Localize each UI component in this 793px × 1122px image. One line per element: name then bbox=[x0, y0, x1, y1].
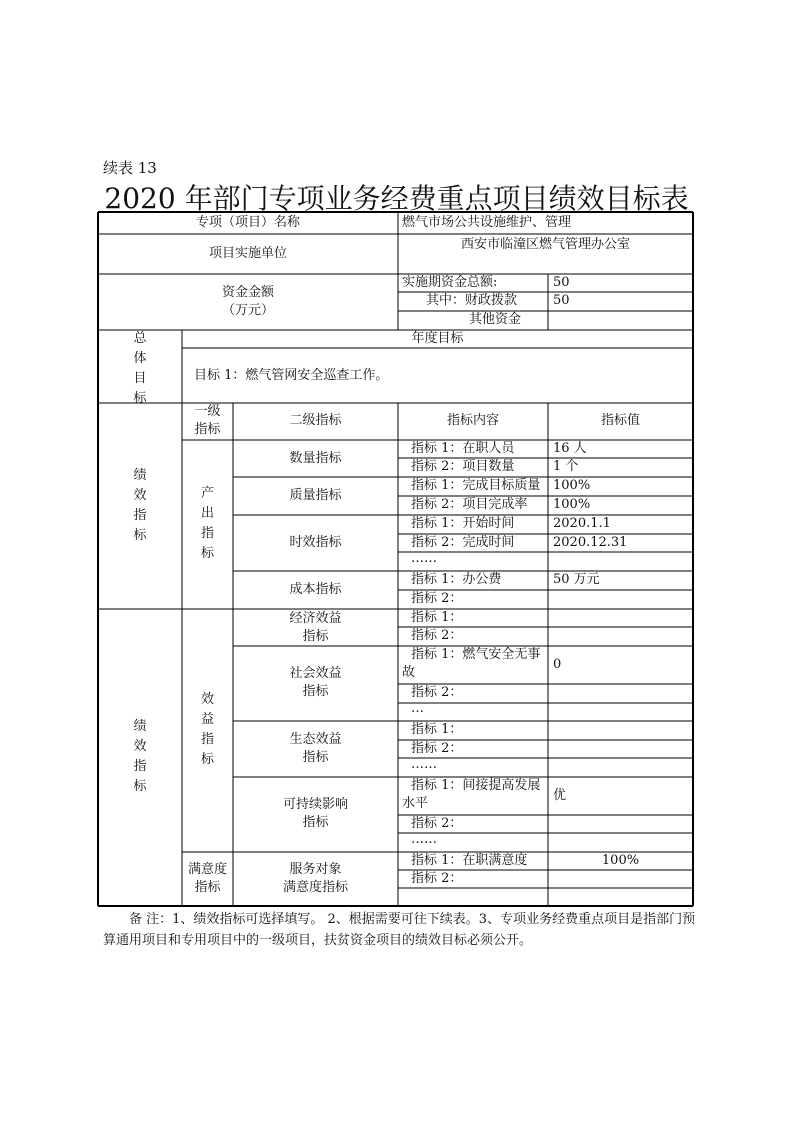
indicator-value: 0 bbox=[553, 657, 562, 672]
label-line: 指标 bbox=[302, 815, 329, 830]
output-char: 指 bbox=[200, 526, 214, 541]
indicator-content: 指标 1：办公费 bbox=[411, 572, 502, 587]
benefit-char: 指 bbox=[200, 732, 214, 747]
annual-goal-content: 目标 1：燃气管网安全巡查工作。 bbox=[194, 368, 389, 383]
level1-header-line: 指标 bbox=[194, 422, 221, 437]
indicator-content: 指标 2：项目数量 bbox=[411, 459, 515, 474]
indicator-content: 指标 2：项目完成率 bbox=[411, 497, 528, 512]
indicator-content: 指标 1： bbox=[411, 610, 463, 625]
label-line: 社会效益 bbox=[289, 666, 342, 681]
indicator-content: …… bbox=[411, 757, 437, 772]
funds-label: 资金金额 bbox=[221, 285, 274, 300]
label-line: 指标 bbox=[302, 684, 329, 699]
project-name-value: 燃气市场公共设施维护、管理 bbox=[402, 215, 572, 230]
performance-char: 标 bbox=[133, 528, 147, 543]
indicator-content: 指标 2： bbox=[411, 628, 463, 643]
overall-goal-char: 总 bbox=[133, 331, 147, 346]
indicator-content: 指标 1：燃气安全无事故 bbox=[402, 647, 541, 680]
ecological-benefit-label bbox=[233, 731, 398, 767]
performance-char: 效 bbox=[133, 488, 147, 503]
performance-char: 指 bbox=[133, 508, 147, 523]
implementing-unit-label: 项目实施单位 bbox=[208, 246, 287, 261]
label-line: 生态效益 bbox=[289, 732, 342, 747]
overall-goal-char: 体 bbox=[133, 351, 147, 366]
indicator-content: 指标 1：在职满意度 bbox=[411, 853, 528, 868]
social-benefit-label bbox=[233, 665, 398, 701]
output-char: 产 bbox=[200, 486, 214, 501]
benefit-char: 效 bbox=[200, 692, 214, 707]
output-char: 出 bbox=[200, 506, 214, 521]
benefit-indicators-label bbox=[182, 690, 233, 770]
footnote: 备 注：1、绩效指标可选择填写。 2、根据需要可往下续表。3、专项业务经费重点项目是指部门预算通用项目和专用项目中的一级项目，扶贫资金项目的绩效目标必须公开。 bbox=[103, 912, 696, 948]
indicator-content: 指标 2： bbox=[411, 871, 463, 886]
performance-char: 指 bbox=[133, 759, 147, 774]
label-line: 指标 bbox=[302, 629, 329, 644]
overall-goal-label bbox=[98, 329, 182, 409]
level1-header bbox=[182, 403, 233, 439]
indicator-content: 指标 1： bbox=[411, 722, 463, 737]
indicator-value: 2020.12.31 bbox=[553, 535, 628, 550]
total-funds-label: 实施期资金总额: bbox=[402, 275, 498, 290]
performance-indicators-label bbox=[98, 466, 182, 546]
project-name-label: 专项（项目）名称 bbox=[195, 215, 300, 230]
level2-header: 二级指标 bbox=[289, 413, 342, 428]
indicator-content: … bbox=[411, 701, 424, 716]
page-label: 续表 13 bbox=[103, 159, 157, 177]
benefit-char: 标 bbox=[200, 752, 214, 767]
annual-goal-header: 年度目标 bbox=[411, 331, 464, 346]
indicator-content: 指标 2： bbox=[411, 685, 463, 700]
indicator-value: 优 bbox=[553, 788, 567, 803]
output-indicators-label bbox=[182, 484, 233, 564]
indicator-content: 指标 2：完成时间 bbox=[411, 535, 515, 550]
indicator-value: 16 人 bbox=[553, 441, 587, 456]
performance-char: 绩 bbox=[133, 719, 147, 734]
output-char: 标 bbox=[200, 546, 214, 561]
label-line: 指标 bbox=[302, 750, 329, 765]
service-satisfaction-label bbox=[233, 861, 398, 897]
performance-char: 绩 bbox=[133, 468, 147, 483]
performance-indicators-label bbox=[98, 717, 182, 797]
indicator-content: 指标 1：完成目标质量 bbox=[411, 478, 541, 493]
indicator-content: 指标 1：开始时间 bbox=[411, 516, 515, 531]
quantity-indicator-label: 数量指标 bbox=[289, 451, 342, 466]
fiscal-funds-value: 50 bbox=[553, 293, 570, 308]
label-line: 指标 bbox=[194, 880, 221, 895]
label-line: 满意度指标 bbox=[282, 880, 348, 895]
quality-indicator-label: 质量指标 bbox=[289, 488, 342, 503]
overall-goal-char: 标 bbox=[133, 391, 147, 406]
satisfaction-indicators-label bbox=[182, 861, 233, 897]
indicator-value: 1 个 bbox=[553, 459, 579, 474]
label-line: 满意度 bbox=[187, 862, 227, 877]
indicator-value: 50 万元 bbox=[553, 572, 600, 587]
cost-indicator-label: 成本指标 bbox=[289, 582, 342, 597]
implementing-unit-value: 西安市临潼区燃气管理办公室 bbox=[460, 237, 630, 252]
economic-benefit-label bbox=[233, 610, 398, 646]
indicator-content: …… bbox=[411, 832, 437, 847]
label-line: 可持续影响 bbox=[282, 797, 348, 812]
indicator-value: 2020.1.1 bbox=[553, 516, 611, 531]
document-title: 2020 年部门专项业务经费重点项目绩效目标表 bbox=[104, 182, 689, 215]
level1-header-line: 一级 bbox=[194, 404, 221, 419]
indicator-content: 指标 1：间接提高发展水平 bbox=[402, 778, 541, 811]
label-line: 经济效益 bbox=[289, 611, 342, 626]
indicator-content: 指标 2： bbox=[411, 591, 463, 606]
indicator-value: 100% bbox=[601, 853, 640, 868]
funds-unit: （万元） bbox=[221, 303, 274, 318]
performance-char: 效 bbox=[133, 739, 147, 754]
indicator-content: 指标 2： bbox=[411, 741, 463, 756]
performance-char: 标 bbox=[133, 779, 147, 794]
indicator-content: …… bbox=[411, 551, 437, 566]
fiscal-funds-label: 其中：财政拨款 bbox=[426, 293, 518, 308]
label-line: 服务对象 bbox=[289, 862, 342, 877]
timeliness-indicator-label: 时效指标 bbox=[289, 535, 342, 550]
indicator-content: 指标 1：在职人员 bbox=[411, 441, 515, 456]
benefit-char: 益 bbox=[200, 712, 214, 727]
content-header: 指标内容 bbox=[446, 413, 499, 428]
sustainable-impact-label bbox=[233, 796, 398, 832]
indicator-value: 100% bbox=[553, 478, 591, 493]
indicator-content: 指标 2： bbox=[411, 816, 463, 831]
indicator-value: 100% bbox=[553, 497, 591, 512]
overall-goal-char: 目 bbox=[133, 371, 147, 386]
total-funds-value: 50 bbox=[553, 275, 570, 290]
value-header: 指标值 bbox=[600, 413, 640, 428]
other-funds-label: 其他资金 bbox=[469, 312, 522, 327]
